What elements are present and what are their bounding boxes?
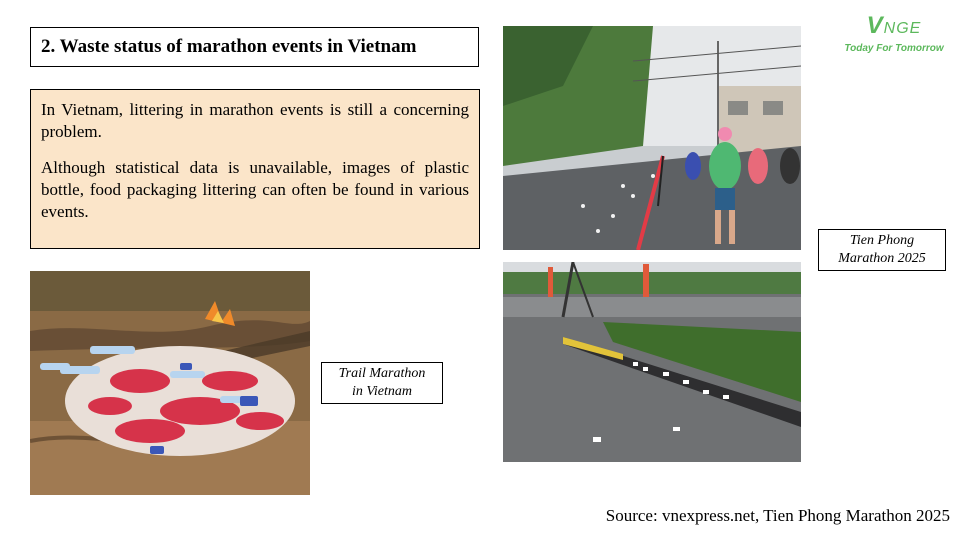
description-paragraph-2: Although statistical data is unavailable, images of plastic bottle, food packaging littering can often be found in various events. (41, 158, 469, 221)
logo-mark-v: V (866, 12, 884, 39)
logo-tagline: Today For Tomorrow (844, 43, 944, 54)
slide-title-text: 2. Waste status of marathon events in Vietnam (41, 36, 417, 57)
description-paragraph-1: In Vietnam, littering in marathon events is still a concerning problem. (41, 100, 469, 141)
trail-marathon-caption (321, 362, 443, 404)
tien-phong-road-photo (503, 26, 801, 250)
tien-phong-caption-line-2: Marathon 2025 (838, 251, 926, 266)
description-box (30, 89, 480, 249)
trail-caption-line-1: Trail Marathon (338, 366, 426, 381)
vnge-logo (838, 12, 950, 68)
tien-phong-curb-photo (503, 262, 801, 462)
source-citation: Source: vnexpress.net, Tien Phong Marathon 2025 (605, 506, 950, 525)
trail-marathon-photo (30, 271, 310, 495)
trail-caption-line-2: in Vietnam (351, 384, 412, 399)
tien-phong-caption-line-1: Tien Phong (849, 233, 915, 248)
logo-mark (838, 12, 950, 43)
tien-phong-caption (818, 229, 946, 271)
logo-mark-rest: NGE (883, 20, 922, 37)
slide-title (30, 27, 479, 67)
